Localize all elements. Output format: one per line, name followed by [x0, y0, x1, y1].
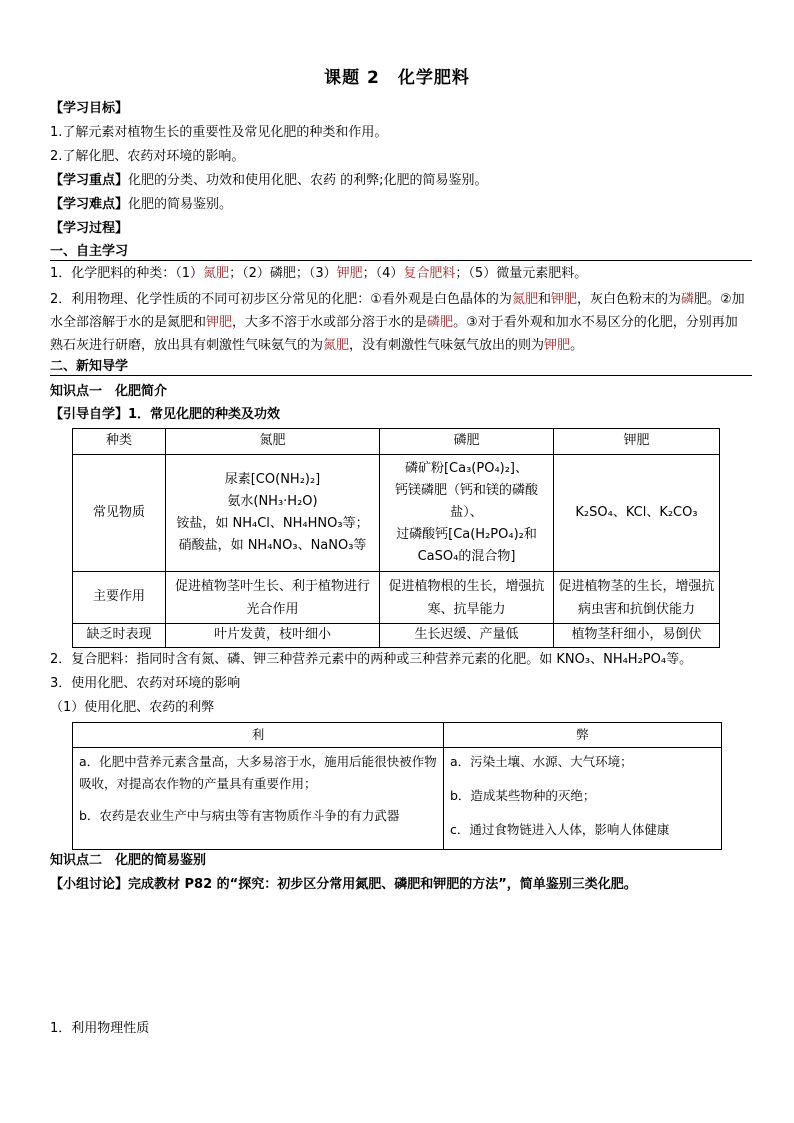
key-points-text: 化肥的分类、功效和使用化肥、农药 的利弊;化肥的简易鉴别。 — [128, 173, 488, 188]
phosphorus-line: 过磷酸钙[Ca(H₂PO₄)₂和 — [396, 527, 537, 542]
phosphorus-line: 钙镁磷肥（钙和镁的磷酸 — [394, 483, 538, 498]
nitrogen-line: 铵盐，如 NH₄Cl、NH₄HNO₃等； — [176, 516, 369, 531]
identify-answer-3: 磷 — [681, 292, 695, 307]
environment-heading: 3．使用化肥、农药对环境的影响 — [50, 676, 241, 691]
nitrogen-line: 硝酸盐，如 NH₄NO₃、NaNO₃等 — [178, 538, 367, 553]
nitrogen-deficiency: 叶片发黄，枝叶细小 — [166, 624, 380, 648]
cons-item: c．通过食物链进入人体，影响人体健康 — [450, 822, 670, 838]
fertilizer-table-header — [73, 429, 720, 455]
identify-paragraph — [50, 288, 750, 357]
key-points-label: 【学习重点】 — [50, 173, 129, 188]
pros-item: b．农药是农业生产中与病虫等有害物质作斗争的有力武器 — [79, 808, 400, 824]
section1-heading: 一、自主学习 — [50, 244, 129, 259]
identify-text-7: ，没有刺激性气味氨气放出的则为 — [349, 338, 545, 353]
nitrogen-substances — [166, 455, 380, 572]
potassium-function: 促进植物茎的生长，增强抗病虫害和抗倒伏能力 — [554, 572, 720, 624]
phosphorus-line: CaSO₄的混合物] — [417, 549, 516, 564]
difficulty — [50, 196, 232, 215]
pros-cell — [73, 748, 444, 850]
header-type: 种类 — [73, 429, 166, 455]
table-row — [73, 624, 720, 648]
header-phosphorus: 磷肥 — [380, 429, 554, 455]
phosphorus-line: 磷矿粉[Ca₃(PO₄)₂]、 — [404, 461, 529, 476]
identify-answer-2: 钾肥 — [550, 292, 577, 307]
types-seg2: ；（4） — [362, 266, 404, 281]
phosphorus-substances — [380, 455, 554, 572]
fertilizer-table — [72, 428, 720, 648]
process-heading: 【学习过程】 — [50, 221, 129, 236]
cons-item: a．污染土壤、水源、大气环境； — [450, 754, 633, 770]
table-row — [73, 455, 720, 572]
section2-heading: 二、新知导学 — [50, 359, 129, 374]
pros-cons-row — [73, 748, 722, 850]
fertilizer-types-line — [50, 265, 587, 284]
difficulty-label: 【学习难点】 — [50, 197, 129, 212]
identify-text-6: 。③对于看外观和加水不易区分的化肥，分别再加熟石灰进行研磨，放出具有刺激性气味氨气的为 — [50, 315, 738, 353]
answer-compound: 复合肥料 — [403, 266, 456, 281]
answer-potassium: 钾肥 — [336, 266, 363, 281]
identify-answer-7: 钾肥 — [544, 338, 571, 353]
types-seg3: ；（5）微量元素肥料。 — [455, 266, 588, 281]
pros-cons-table — [72, 722, 722, 850]
row-label: 主要作用 — [73, 572, 166, 624]
nitrogen-function: 促进植物茎叶生长、利于植物进行光合作用 — [166, 572, 380, 624]
objectives-heading: 【学习目标】 — [50, 101, 129, 116]
pros-item: a．化肥中营养元素含量高，大多易溶于水，施用后能很快被作物吸收，对提高农作物的产量具有重要作用； — [79, 754, 437, 792]
identify-answer-5: 磷肥 — [427, 315, 454, 330]
physical-properties-heading: 1．利用物理性质 — [50, 1021, 150, 1036]
potassium-substances: K₂SO₄、KCl、K₂CO₃ — [554, 455, 720, 572]
pros-cons-header — [73, 723, 722, 748]
knowledge-point-1: 知识点一 化肥简介 — [50, 384, 168, 399]
knowledge-point-2: 知识点二 化肥的简易鉴别 — [50, 853, 207, 868]
guide-heading: 【引导自学】1．常见化肥的种类及功效 — [50, 407, 281, 422]
identify-text-4: 肥。②加水全部溶解于水的是氮肥和 — [50, 292, 745, 330]
types-prefix: 1．化学肥料的种类：（1） — [50, 266, 204, 281]
header-nitrogen: 氮肥 — [166, 429, 380, 455]
table-row — [73, 572, 720, 624]
identify-answer-4: 钾肥 — [206, 315, 233, 330]
compound-fertilizer-text: 2．复合肥料：指同时含有氮、磷、钾三种营养元素中的两种或三种营养元素的化肥。如 KNO₃、NH₄H₂PO₄等。 — [50, 652, 693, 667]
identify-answer-6: 氮肥 — [323, 338, 350, 353]
section2-rule — [50, 358, 752, 376]
phosphorus-function: 促进植物根的生长，增强抗寒、抗旱能力 — [380, 572, 554, 624]
identify-text-1: 2．利用物理、化学性质的不同可初步区分常见的化肥：①看外观是白色晶体的为 — [50, 292, 512, 307]
potassium-deficiency: 植物茎秆细小，易倒伏 — [554, 624, 720, 648]
header-pros: 利 — [73, 723, 444, 748]
cons-cell — [444, 748, 722, 850]
identify-text-8: 。 — [570, 338, 584, 353]
phosphorus-deficiency: 生长迟缓、产量低 — [380, 624, 554, 648]
key-points — [50, 172, 488, 191]
section1-rule — [50, 243, 752, 261]
identify-text-5: ，大多不溶于水或部分溶于水的是 — [232, 315, 428, 330]
header-potassium: 钾肥 — [554, 429, 720, 455]
pros-cons-title: （1）使用化肥、农药的利弊 — [50, 700, 215, 715]
objective-2: 2.了解化肥、农药对环境的影响。 — [50, 149, 245, 164]
row-label: 常见物质 — [73, 455, 166, 572]
cons-item: b．造成某些物种的灭绝； — [450, 788, 596, 804]
difficulty-text: 化肥的简易鉴别。 — [128, 197, 233, 212]
row-label: 缺乏时表现 — [73, 624, 166, 648]
answer-nitrogen: 氮肥 — [203, 266, 230, 281]
objective-1: 1.了解元素对植物生长的重要性及常见化肥的种类和作用。 — [50, 125, 388, 140]
header-cons: 弊 — [444, 723, 722, 748]
nitrogen-line: 尿素[CO(NH₂)₂] — [224, 472, 321, 487]
identify-text-3: ，灰白色粉末的为 — [576, 292, 681, 307]
identify-text-2: 和 — [537, 292, 551, 307]
nitrogen-line: 氨水(NH₃·H₂O) — [227, 494, 318, 509]
discussion-text: 【小组讨论】完成教材 P82 的“探究：初步区分常用氮肥、磷肥和钾肥的方法”，简单鉴别三类化肥。 — [50, 877, 637, 892]
page-title: 课题 2 化学肥料 — [324, 68, 470, 88]
types-seg1: ；（2）磷肥；（3） — [229, 266, 337, 281]
identify-answer-1: 氮肥 — [511, 292, 538, 307]
phosphorus-line: 盐）、 — [450, 505, 483, 520]
